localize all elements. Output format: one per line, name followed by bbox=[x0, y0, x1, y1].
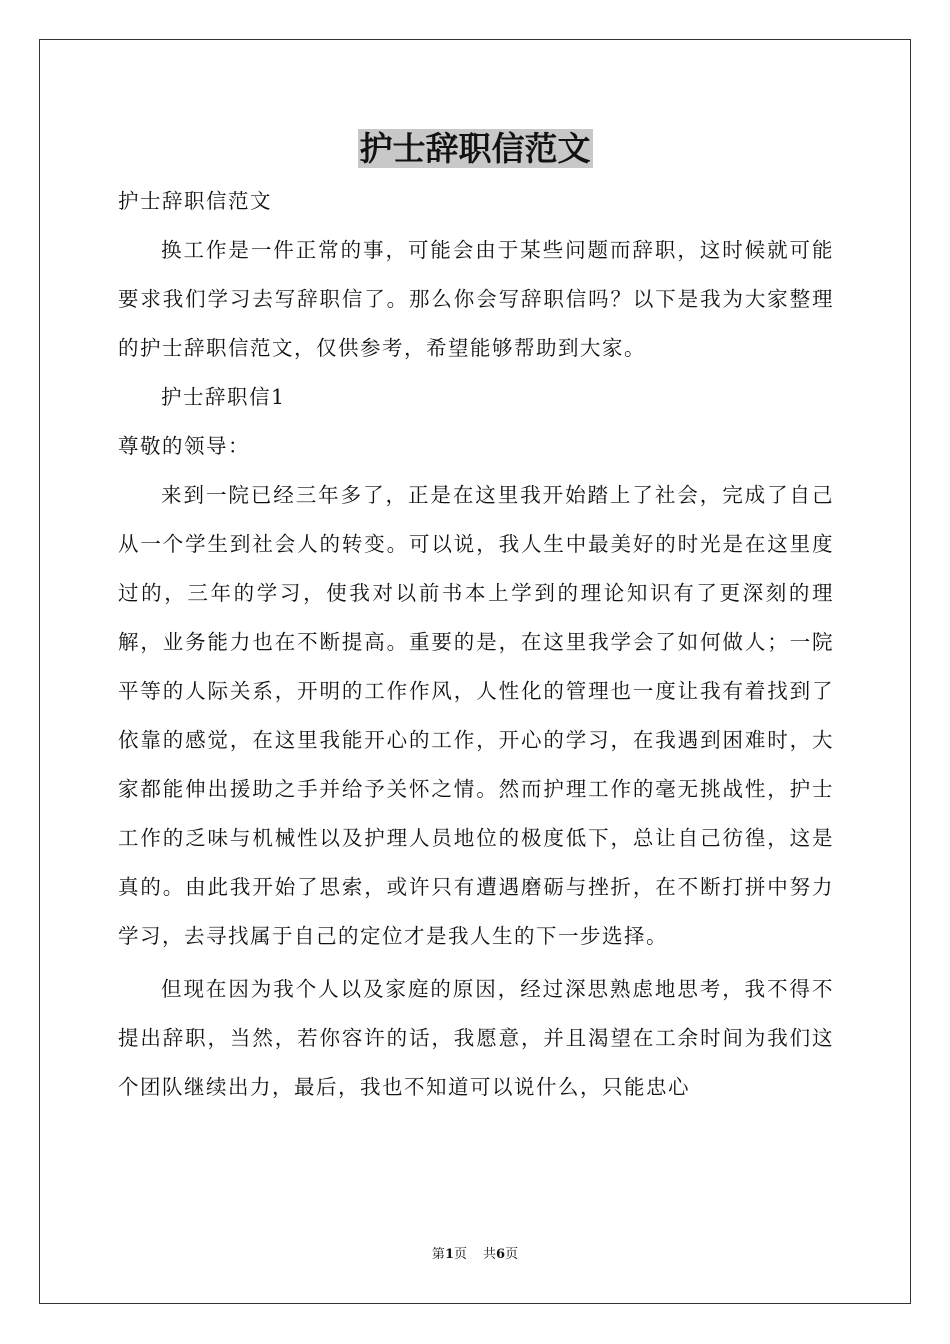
document-body bbox=[118, 177, 834, 1112]
intro-paragraph: 换工作是一件正常的事，可能会由于某些问题而辞职，这时候就可能要求我们学习去写辞职信了。那么你会写辞职信吗？以下是我为大家整理的护士辞职信范文，仅供参考，希望能够帮助到大家。 bbox=[118, 238, 834, 360]
body-paragraph: 来到一院已经三年多了，正是在这里我开始踏上了社会，完成了自己从一个学生到社会人的转变。可以说，我人生中最美好的时光是在这里度过的，三年的学习，使我对以前书本上学到的理论知识有了更深刻的理解，业务能力也在不断提高。重要的是，在这里我学会了如何做人；一院平等的人际关系，开明的工作作风，人性化的管理也一度让我有着找到了依靠的感觉，在这里我能开心的工作，开心的学习，在我遇到困难时，大家都能伸出援助之手并给予关怀之情。然而护理工作的毫无挑战性，护士工作的乏味与机械性以及护理人员地位的极度低下，总让自己彷徨，这是真的。由此我开始了思索，或许只有遭遇磨砺与挫折，在不断打拼中努力学习，去寻找属于自己的定位才是我人生的下一步选择。 bbox=[118, 483, 834, 948]
page-number: 1 bbox=[444, 1247, 454, 1262]
salutation: 尊敬的领导： bbox=[118, 434, 250, 458]
document-title bbox=[0, 124, 950, 174]
document-subtitle: 护士辞职信范文 bbox=[118, 189, 272, 213]
page-prefix: 第 bbox=[431, 1247, 445, 1262]
page-suffix: 页 bbox=[453, 1247, 467, 1262]
page-footer bbox=[0, 1246, 950, 1264]
body-paragraph: 但现在因为我个人以及家庭的原因，经过深思熟虑地思考，我不得不提出辞职，当然，若你容许的话，我愿意，并且渴望在工余时间为我们这个团队继续出力，最后，我也不知道可以说什么，只能忠心 bbox=[118, 977, 834, 1099]
total-pages: 6 bbox=[496, 1247, 506, 1262]
total-prefix: 共 bbox=[483, 1247, 497, 1262]
total-suffix: 页 bbox=[505, 1247, 519, 1262]
document-title-text: 护士辞职信范文 bbox=[359, 129, 591, 168]
section-heading: 护士辞职信1 bbox=[161, 385, 286, 409]
